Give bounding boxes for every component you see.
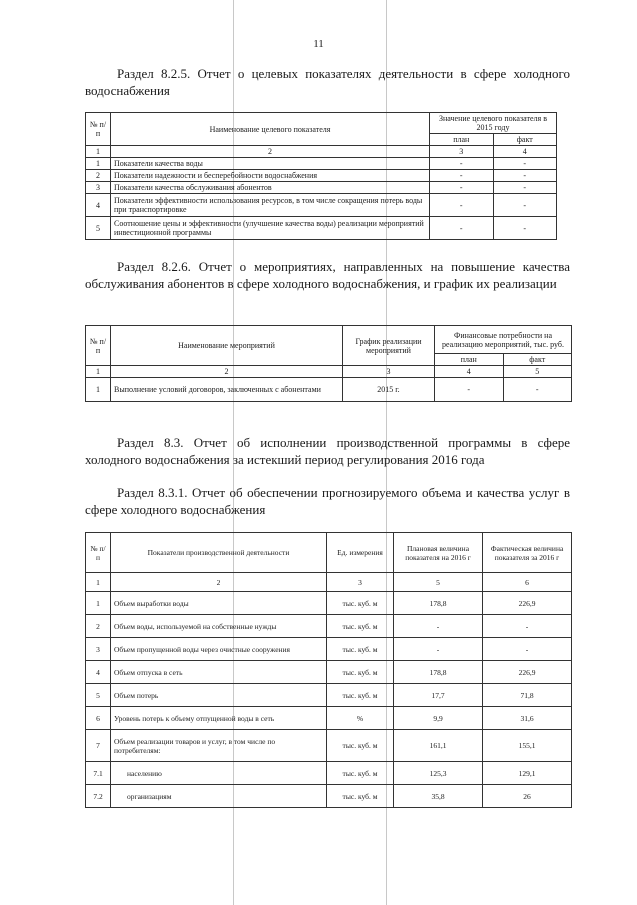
table-cell: 5: [503, 366, 572, 378]
col-header-num: № п/п: [86, 113, 111, 146]
table-row: [86, 661, 572, 684]
table-cell: 226,9: [483, 592, 572, 615]
table-cell: 2: [111, 366, 343, 378]
table-cell: Показатели качества обслуживания абонентов: [111, 182, 430, 194]
col-header-fact: факт: [493, 134, 557, 146]
table-cell: -: [435, 378, 504, 402]
activities-table: [85, 325, 572, 402]
table-cell: Показатели качества воды: [111, 158, 430, 170]
table-cell: Выполнение условий договоров, заключенных с абонентами: [111, 378, 343, 402]
table-cell: Объем пропущенной воды через очистные сооружения: [111, 638, 327, 661]
table-cell: 161,1: [394, 730, 483, 762]
table-cell: 3: [430, 146, 494, 158]
table-cell: 71,8: [483, 684, 572, 707]
table-cell: 3: [86, 182, 111, 194]
table-cell: тыс. куб. м: [327, 615, 394, 638]
table-cell: -: [483, 615, 572, 638]
table-cell: 5: [86, 684, 111, 707]
target-indicators-table: [85, 112, 557, 240]
table-cell: 3: [327, 573, 394, 592]
table-cell: 9,9: [394, 707, 483, 730]
table-row: [86, 730, 572, 762]
table-cell: 125,3: [394, 762, 483, 785]
table-cell: -: [493, 217, 557, 240]
table-cell: 7.2: [86, 785, 111, 808]
section-heading-8-3: Раздел 8.3. Отчет об исполнении производственной программы в сфере холодного водоснабжения за истекший период регулирования 2016 года: [85, 435, 570, 467]
col-header-plan: план: [435, 354, 504, 366]
table-cell: Объем отпуска в сеть: [111, 661, 327, 684]
table-cell: 35,8: [394, 785, 483, 808]
col-header-unit: Ед. измерения: [327, 533, 394, 573]
table-cell: 3: [86, 638, 111, 661]
table-row: [86, 194, 557, 217]
table-cell: тыс. куб. м: [327, 684, 394, 707]
table-row: [86, 170, 557, 182]
table-row: [86, 615, 572, 638]
table-cell: -: [394, 638, 483, 661]
table-cell: 6: [483, 573, 572, 592]
table-cell: 4: [86, 194, 111, 217]
table-cell: 1: [86, 158, 111, 170]
table-cell: 1: [86, 592, 111, 615]
table-cell: 2: [86, 615, 111, 638]
table-cell: населению: [111, 762, 327, 785]
section-heading-8-2-5: Раздел 8.2.5. Отчет о целевых показателях деятельности в сфере холодного водоснабжения: [85, 66, 570, 98]
production-indicators-table: [85, 532, 572, 808]
table-cell: 7: [86, 730, 111, 762]
table-cell: 5: [86, 217, 111, 240]
table-cell: 5: [394, 573, 483, 592]
col-header-num: № п/п: [86, 533, 111, 573]
table-cell: -: [503, 378, 572, 402]
table-cell: 3: [343, 366, 435, 378]
page-number: 11: [313, 38, 324, 50]
table-cell: -: [493, 158, 557, 170]
col-header-plan: план: [430, 134, 494, 146]
table-cell: организациям: [111, 785, 327, 808]
table-row: [86, 217, 557, 240]
table-cell: Объем реализации товаров и услуг, в том числе по потребителям:: [111, 730, 327, 762]
table-cell: -: [493, 182, 557, 194]
table-cell: тыс. куб. м: [327, 762, 394, 785]
table-cell: -: [493, 170, 557, 182]
table-cell: 4: [435, 366, 504, 378]
table-cell: 2015 г.: [343, 378, 435, 402]
table-cell: -: [430, 217, 494, 240]
table-cell: -: [394, 615, 483, 638]
table-cell: 178,8: [394, 592, 483, 615]
table-index-row: [86, 366, 572, 378]
table-cell: 26: [483, 785, 572, 808]
table-cell: Уровень потерь к объему отпущенной воды в сеть: [111, 707, 327, 730]
table-cell: 129,1: [483, 762, 572, 785]
table-row: [86, 158, 557, 170]
table-row: [86, 762, 572, 785]
table-index-row: [86, 573, 572, 592]
table-row: [86, 592, 572, 615]
col-header-plan: Плановая величина показателя на 2016 г: [394, 533, 483, 573]
col-header-finance: Финансовые потребности на реализацию мероприятий, тыс. руб.: [435, 326, 572, 354]
table-cell: 1: [86, 146, 111, 158]
table-cell: -: [483, 638, 572, 661]
col-header-indicator-name: Показатели производственной деятельности: [111, 533, 327, 573]
section-heading-8-2-6: Раздел 8.2.6. Отчет о мероприятиях, направленных на повышение качества обслуживания абонентов в сфере холодного водоснабжения, и график их реализации: [85, 259, 570, 291]
table-cell: -: [430, 194, 494, 217]
col-header-indicator-value: Значение целевого показателя в 2015 году: [430, 113, 557, 134]
table-cell: 1: [86, 573, 111, 592]
table-cell: Объем воды, используемой на собственные нужды: [111, 615, 327, 638]
table-cell: Объем потерь: [111, 684, 327, 707]
col-header-num: № п/п: [86, 326, 111, 366]
table-cell: 2: [111, 146, 430, 158]
table-row: [86, 707, 572, 730]
table-cell: 2: [86, 170, 111, 182]
table-cell: тыс. куб. м: [327, 592, 394, 615]
table-row: [86, 785, 572, 808]
table-cell: тыс. куб. м: [327, 661, 394, 684]
table-cell: -: [493, 194, 557, 217]
col-header-schedule: График реализации мероприятий: [343, 326, 435, 366]
col-header-indicator-name: Наименование целевого показателя: [111, 113, 430, 146]
table-index-row: [86, 146, 557, 158]
table-cell: 1: [86, 366, 111, 378]
table-cell: Показатели эффективности использования ресурсов, в том числе сокращения потерь воды при транспортировке: [111, 194, 430, 217]
table-cell: Показатели надежности и бесперебойности водоснабжения: [111, 170, 430, 182]
table-row: [86, 638, 572, 661]
table-cell: 226,9: [483, 661, 572, 684]
table-cell: 17,7: [394, 684, 483, 707]
col-header-activity-name: Наименование мероприятий: [111, 326, 343, 366]
table-row: [86, 684, 572, 707]
table-cell: Соотношение цены и эффективности (улучшение качества воды) реализации мероприятий инвестиционной программы: [111, 217, 430, 240]
table-cell: Объем выработки воды: [111, 592, 327, 615]
table-cell: 31,6: [483, 707, 572, 730]
table-row: [86, 182, 557, 194]
table-cell: тыс. куб. м: [327, 730, 394, 762]
table-cell: 178,8: [394, 661, 483, 684]
section-heading-8-3-1: Раздел 8.3.1. Отчет об обеспечении прогнозируемого объема и качества услуг в сфере холодного водоснабжения: [85, 485, 570, 517]
table-cell: %: [327, 707, 394, 730]
table-cell: -: [430, 182, 494, 194]
col-header-fact: факт: [503, 354, 572, 366]
table-cell: -: [430, 158, 494, 170]
table-cell: тыс. куб. м: [327, 785, 394, 808]
table-cell: тыс. куб. м: [327, 638, 394, 661]
table-cell: 6: [86, 707, 111, 730]
table-cell: 155,1: [483, 730, 572, 762]
table-cell: 4: [493, 146, 557, 158]
table-row: [86, 378, 572, 402]
table-cell: 1: [86, 378, 111, 402]
col-header-fact: Фактическая величина показателя за 2016 г: [483, 533, 572, 573]
table-cell: 2: [111, 573, 327, 592]
table-cell: 4: [86, 661, 111, 684]
table-cell: -: [430, 170, 494, 182]
table-cell: 7.1: [86, 762, 111, 785]
